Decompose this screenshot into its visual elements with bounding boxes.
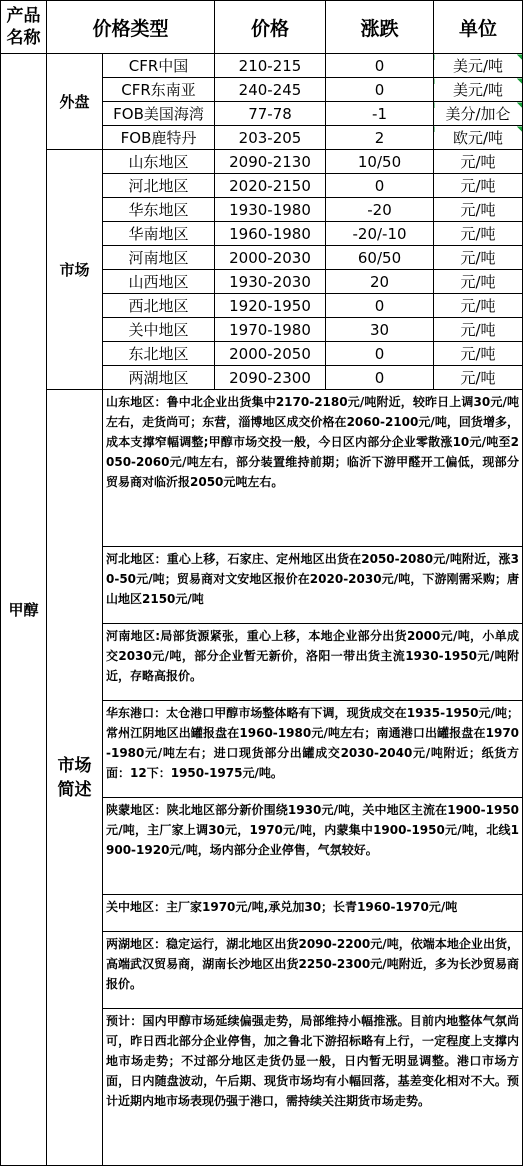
price-type-cell: 河北地区 (103, 174, 215, 198)
unit-cell: 美元/吨 (434, 54, 523, 78)
brief-paragraph: 陕蒙地区：陕北地区部分新价围绕1930元/吨，关中地区主流在1900-1950元/吨，主厂家上调30元，1970元/吨，内蒙集中1900-1950元/吨，北线1900-1920元/吨，场内部分企业停售，气氛较好。 (103, 798, 523, 895)
header-price: 价格 (215, 1, 326, 54)
price-cell: 210-215 (215, 54, 326, 78)
unit-cell: 元/吨 (434, 270, 523, 294)
unit-cell: 元/吨 (434, 366, 523, 390)
price-type-cell: 西北地区 (103, 294, 215, 318)
price-cell: 77-78 (215, 102, 326, 126)
price-cell: 240-245 (215, 78, 326, 102)
brief-paragraph: 华东港口：太仓港口甲醇市场整体略有下调，现货成交在1935-1950元/吨；常州江阴地区出罐报盘在1960-1980元/吨左右；南通港口出罐报盘在1970-1980元/吨左右；进口现货部分出罐成交2030-2040元/吨附近；纸货方面：12下：1950-1975元/吨。 (103, 701, 523, 798)
change-cell: 2 (326, 126, 434, 150)
unit-cell: 元/吨 (434, 246, 523, 270)
change-cell: 60/50 (326, 246, 434, 270)
change-cell: 0 (326, 342, 434, 366)
price-type-cell: FOB鹿特丹 (103, 126, 215, 150)
brief-paragraph: 预计：国内甲醇市场延续偏强走势，局部维持小幅推涨。目前内地整体气氛尚可，昨日西北部分企业停售，加之鲁北下游招标略有上行，一定程度上支撑内地市场走势；不过部分地区走货仍显一般，日内暂无明显调整。港口市场方面，日内随盘波动，午后期、现货市场均有小幅回落，基差变化相对不大。预计近期内地市场表现仍强于港口，需持续关注期货市场走势。 (103, 1009, 523, 1166)
header-change: 涨跌 (326, 1, 434, 54)
unit-cell: 元/吨 (434, 318, 523, 342)
price-cell: 2000-2030 (215, 246, 326, 270)
brief-row (1, 390, 523, 547)
brief-paragraph: 山东地区：鲁中北企业出货集中2170-2180元/吨附近，较昨日上调30元/吨左右，走货尚可；东营，淄博地区成交价格在2060-2100元/吨，回货增多，成本支撑窄幅调整;甲醇市场交投一般，今日区内部分企业零散涨10元/吨至2050-2060元/吨左右，部分装置维持前期；临沂下游甲醛开工偏低，现部分贸易商对临沂报2050元吨左右。 (103, 390, 523, 547)
price-cell: 2020-2150 (215, 174, 326, 198)
price-cell: 1960-1980 (215, 222, 326, 246)
header-row (1, 1, 523, 54)
change-cell: -20/-10 (326, 222, 434, 246)
price-cell: 2090-2130 (215, 150, 326, 174)
unit-cell: 元/吨 (434, 294, 523, 318)
price-type-cell: 河南地区 (103, 246, 215, 270)
unit-cell: 元/吨 (434, 198, 523, 222)
unit-cell: 美元/吨 (434, 78, 523, 102)
change-cell: -1 (326, 102, 434, 126)
product-name-cell: 甲醇 (1, 54, 47, 1166)
table-row (1, 150, 523, 174)
header-price-type: 价格类型 (47, 1, 215, 54)
header-unit: 单位 (434, 1, 523, 54)
price-cell: 2090-2300 (215, 366, 326, 390)
change-cell: 0 (326, 78, 434, 102)
price-type-cell: 山西地区 (103, 270, 215, 294)
change-cell: 0 (326, 294, 434, 318)
change-cell: 0 (326, 366, 434, 390)
domestic-market-label: 市场 (47, 150, 103, 390)
change-cell: -20 (326, 198, 434, 222)
price-type-cell: 山东地区 (103, 150, 215, 174)
price-cell: 1930-1980 (215, 198, 326, 222)
price-type-cell: CFR东南亚 (103, 78, 215, 102)
change-cell: 0 (326, 174, 434, 198)
price-type-cell: 华东地区 (103, 198, 215, 222)
brief-paragraph: 河南地区:局部货源紧张，重心上移，本地企业部分出货2000元/吨，小单成交2030元/吨，部分企业暂无新价，洛阳一带出货主流1930-1950元/吨附近，存略高报价。 (103, 624, 523, 701)
price-type-cell: 关中地区 (103, 318, 215, 342)
price-type-cell: 东北地区 (103, 342, 215, 366)
change-cell: 0 (326, 54, 434, 78)
brief-paragraph: 关中地区：主厂家1970元/吨,承兑加30；长青1960-1970元/吨 (103, 895, 523, 932)
change-cell: 30 (326, 318, 434, 342)
unit-cell: 元/吨 (434, 150, 523, 174)
change-cell: 20 (326, 270, 434, 294)
unit-cell: 美分/加仑 (434, 102, 523, 126)
market-brief-label-text: 市场 (57, 755, 92, 776)
outer-market-label: 外盘 (47, 54, 103, 150)
price-cell: 203-205 (215, 126, 326, 150)
header-product-name: 产品名称 (1, 1, 47, 54)
price-type-cell: CFR中国 (103, 54, 215, 78)
price-type-cell: 两湖地区 (103, 366, 215, 390)
price-type-cell: FOB美国海湾 (103, 102, 215, 126)
table-row (1, 54, 523, 78)
brief-paragraph: 河北地区：重心上移，石家庄、定州地区出货在2050-2080元/吨附近，涨30-50元/吨；贸易商对文安地区报价在2020-2030元/吨，下游刚需采购；唐山地区2150元/吨 (103, 547, 523, 624)
price-cell: 2000-2050 (215, 342, 326, 366)
brief-paragraph: 两湖地区：稳定运行，湖北地区出货2090-2200元/吨，依端本地企业出货，高端武汉贸易商，湖南长沙地区出货2250-2300元/吨附近，多为长沙贸易商报价。 (103, 932, 523, 1009)
price-type-cell: 华南地区 (103, 222, 215, 246)
price-cell: 1930-2030 (215, 270, 326, 294)
unit-cell: 元/吨 (434, 342, 523, 366)
price-cell: 1970-1980 (215, 318, 326, 342)
unit-cell: 元/吨 (434, 222, 523, 246)
market-brief-label: 市场 简述 (47, 390, 103, 1166)
price-cell: 1920-1950 (215, 294, 326, 318)
change-cell: 10/50 (326, 150, 434, 174)
unit-cell: 欧元/吨 (434, 126, 523, 150)
unit-cell: 元/吨 (434, 174, 523, 198)
